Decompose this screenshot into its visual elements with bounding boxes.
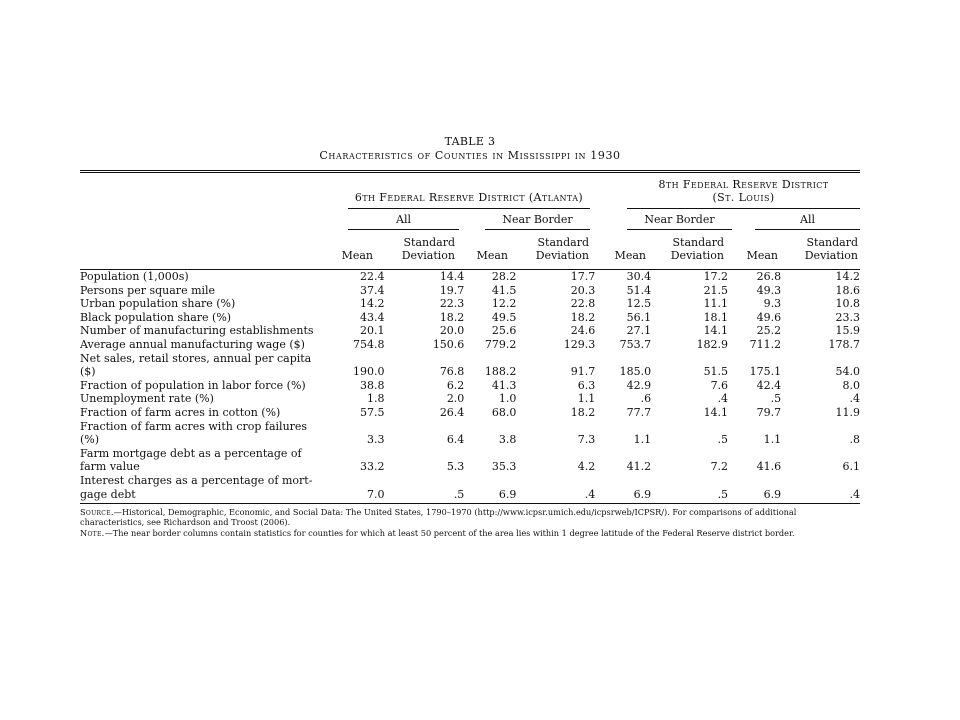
group-rule-atlanta (348, 208, 590, 209)
cell-value (516, 352, 595, 366)
cell-value: 1.1 (633, 433, 652, 447)
cell-value: 6.1 (842, 460, 860, 474)
cell-value (781, 447, 860, 461)
source-label: Source. (80, 507, 114, 518)
cell-value: 6.2 (446, 378, 465, 392)
cell-value: 711.2 (749, 337, 782, 351)
row-label: Black population share (%) (80, 310, 232, 324)
cell-value: 22.8 (570, 297, 596, 311)
row-label: Persons per square mile (80, 283, 216, 297)
cell-value: 25.2 (756, 324, 782, 338)
cell-value: 28.2 (491, 270, 517, 283)
cell-value: 1.8 (367, 392, 385, 406)
cell-value: 7.6 (710, 378, 729, 392)
subgroup-all-st-louis: All (800, 213, 815, 226)
cell-value: 43.4 (360, 310, 385, 324)
cell-value: .4 (717, 392, 729, 406)
cell-value: .4 (849, 487, 860, 501)
cell-value: 35.3 (491, 460, 517, 474)
cell-value (332, 352, 384, 366)
row-label: gage debt (80, 487, 136, 501)
cell-value: 129.3 (563, 337, 596, 351)
cell-value: 6.4 (446, 433, 465, 447)
col-mean-1: Mean (341, 249, 373, 262)
cell-value (595, 447, 651, 461)
cell-value (651, 447, 728, 461)
cell-value: .4 (584, 487, 596, 501)
cell-value (464, 447, 516, 461)
subgroup-rule-3 (627, 229, 732, 230)
row-label: Urban population share (%) (80, 297, 236, 311)
table-row (80, 379, 860, 393)
cell-value: 150.6 (432, 337, 465, 351)
cell-value: 41.3 (491, 378, 517, 392)
cell-value: 51.5 (703, 365, 729, 379)
cell-value: 754.8 (353, 337, 385, 351)
cell-value: 188.2 (484, 365, 517, 379)
table-row (80, 270, 860, 284)
table-title: Characteristics of Counties in Mississippi in 1930 (319, 149, 621, 162)
cell-value (516, 447, 595, 461)
cell-value: .5 (717, 433, 729, 447)
cell-value: .4 (849, 392, 860, 406)
table-row (80, 488, 860, 502)
cell-value: 20.0 (439, 324, 465, 338)
table-row (80, 433, 860, 447)
cell-value: 7.0 (367, 487, 385, 501)
cell-value (728, 447, 781, 461)
table-row (80, 352, 860, 366)
cell-value: 49.5 (491, 310, 517, 324)
cell-value (516, 420, 595, 434)
cell-value: 24.6 (570, 324, 596, 338)
cell-value: 1.1 (763, 433, 782, 447)
table-label: TABLE 3 (444, 135, 496, 148)
row-label: Fraction of population in labor force (%) (80, 378, 306, 392)
row-label: Population (1,000s) (80, 270, 189, 283)
table-container (80, 135, 860, 538)
col-mean-4: Mean (746, 249, 778, 262)
row-label: farm value (80, 460, 140, 474)
cell-value: 18.6 (835, 283, 860, 297)
cell-value: 41.5 (491, 283, 517, 297)
cell-value: 1.0 (498, 392, 517, 406)
group-rule-st-louis (627, 208, 860, 209)
table-row (80, 420, 860, 434)
col-sd-3b: Deviation (670, 249, 724, 262)
cell-value: 753.7 (619, 337, 652, 351)
cell-value: .6 (640, 392, 652, 406)
cell-value: 6.9 (498, 487, 517, 501)
table-row (80, 324, 860, 338)
table-row (80, 311, 860, 325)
cell-value: .5 (770, 392, 782, 406)
cell-value: 20.3 (570, 283, 596, 297)
cell-value (728, 420, 781, 434)
cell-value: 17.2 (703, 270, 729, 283)
cell-value: 49.6 (756, 310, 782, 324)
cell-value: 30.4 (626, 270, 652, 283)
cell-value: 190.0 (353, 365, 385, 379)
row-label: Farm mortgage debt as a percentage of (80, 446, 302, 460)
cell-value (781, 474, 860, 488)
cell-value (332, 420, 384, 434)
col-sd-2a: Standard (537, 236, 589, 249)
cell-value: 38.8 (360, 378, 385, 392)
cell-value: .8 (849, 433, 860, 447)
cell-value: 14.2 (360, 297, 385, 311)
cell-value (385, 420, 465, 434)
subgroup-rule-1 (348, 229, 459, 230)
cell-value: 51.4 (626, 283, 652, 297)
cell-value: 18.2 (570, 310, 596, 324)
cell-value (781, 352, 860, 366)
cell-value: 41.6 (756, 460, 782, 474)
table-row (80, 406, 860, 420)
cell-value: 3.3 (367, 433, 385, 447)
table-row (80, 474, 860, 488)
cell-value (728, 474, 781, 488)
cell-value (464, 352, 516, 366)
cell-value: 9.3 (763, 297, 782, 311)
table-row (80, 392, 860, 406)
cell-value: 79.7 (756, 405, 782, 419)
cell-value: 33.2 (360, 460, 385, 474)
cell-value: 14.2 (835, 270, 860, 283)
cell-value: 26.8 (756, 270, 782, 283)
table-row (80, 284, 860, 298)
cell-value: 91.7 (570, 365, 596, 379)
cell-value: 57.5 (360, 405, 385, 419)
cell-value: 14.1 (703, 324, 729, 338)
cell-value: 17.7 (570, 270, 596, 283)
cell-value: 3.8 (498, 433, 517, 447)
group-header-st-louis-line2: (St. Louis) (712, 191, 775, 204)
group-header-st-louis: 8th Federal Reserve District (658, 178, 829, 191)
row-label: Interest charges as a percentage of mort- (80, 473, 313, 487)
cell-value (651, 420, 728, 434)
data-table-body (80, 270, 860, 501)
subgroup-near-border-st-louis: Near Border (644, 213, 715, 226)
cell-value: .5 (717, 487, 729, 501)
row-label: Net sales, retail stores, annual per capita (80, 351, 312, 365)
cell-value: 11.9 (835, 405, 860, 419)
cell-value: 76.8 (439, 365, 465, 379)
row-label: ($) (80, 365, 96, 379)
cell-value (595, 352, 651, 366)
table-row (80, 365, 860, 379)
cell-value (781, 420, 860, 434)
note (80, 528, 860, 538)
row-label: Average annual manufacturing wage ($) (80, 337, 305, 351)
cell-value: 20.1 (360, 324, 385, 338)
cell-value: 25.6 (491, 324, 517, 338)
cell-value: 41.2 (626, 460, 652, 474)
cell-value (651, 352, 728, 366)
cell-value: 19.7 (439, 283, 465, 297)
cell-value (464, 474, 516, 488)
cell-value: 5.3 (446, 460, 465, 474)
cell-value: 26.4 (439, 405, 465, 419)
cell-value: .5 (453, 487, 465, 501)
cell-value: 10.8 (835, 297, 860, 311)
col-mean-3: Mean (614, 249, 646, 262)
cell-value: 2.0 (446, 392, 465, 406)
cell-value: 14.4 (439, 270, 465, 283)
cell-value (595, 474, 651, 488)
cell-value (385, 352, 465, 366)
cell-value: 18.2 (439, 310, 465, 324)
row-label: Fraction of farm acres with crop failures (80, 419, 308, 433)
cell-value: 42.4 (756, 378, 782, 392)
cell-value (651, 474, 728, 488)
row-label: Number of manufacturing establishments (80, 324, 314, 338)
cell-value: 1.1 (577, 392, 596, 406)
cell-value: 37.4 (360, 283, 385, 297)
source-note (80, 507, 860, 527)
table-row (80, 297, 860, 311)
table-row (80, 338, 860, 352)
cell-value: 77.7 (626, 405, 652, 419)
subgroup-near-border-atlanta: Near Border (502, 213, 573, 226)
cell-value: 7.3 (577, 433, 596, 447)
cell-value: 15.9 (835, 324, 860, 338)
subgroup-rule-4 (755, 229, 860, 230)
row-label: (%) (80, 433, 100, 447)
col-sd-2b: Deviation (535, 249, 589, 262)
bottom-rule (80, 503, 860, 504)
row-label: Unemployment rate (%) (80, 392, 214, 406)
note-text: —The near border columns contain statistics for counties for which at least 50 percent of the area lies within 1 degree latitude of the Federal Reserve district border. (104, 527, 795, 538)
cell-value: 4.2 (577, 460, 596, 474)
col-mean-2: Mean (476, 249, 508, 262)
cell-value: 8.0 (842, 378, 860, 392)
cell-value: 12.5 (626, 297, 652, 311)
cell-value: 23.3 (835, 310, 860, 324)
col-sd-3a: Standard (672, 236, 724, 249)
cell-value: 6.9 (763, 487, 782, 501)
cell-value: 12.2 (491, 297, 517, 311)
cell-value: 18.1 (703, 310, 729, 324)
cell-value: 182.9 (696, 337, 729, 351)
cell-value: 185.0 (619, 365, 652, 379)
col-sd-4a: Standard (806, 236, 858, 249)
subgroup-rule-2 (485, 229, 590, 230)
table-row (80, 460, 860, 474)
subgroup-all-atlanta: All (396, 213, 411, 226)
table-row (80, 447, 860, 461)
cell-value (516, 474, 595, 488)
note-label: Note. (80, 527, 105, 538)
cell-value: 178.7 (828, 337, 860, 351)
cell-value: 6.9 (633, 487, 652, 501)
cell-value: 49.3 (756, 283, 782, 297)
cell-value (728, 352, 781, 366)
table-header (80, 173, 860, 269)
source-text: —Historical, Demographic, Economic, and Social Data: The United States, 1790–1970 (http://www.icpsr.umich.edu/icpsrweb/ICPSR/). For comparisons of additional characteristics, see Richardson and Troost (2006). (80, 507, 797, 528)
table-notes (80, 507, 860, 538)
cell-value (385, 447, 465, 461)
col-sd-4b: Deviation (804, 249, 858, 262)
cell-value (332, 474, 384, 488)
cell-value: 27.1 (626, 324, 652, 338)
cell-value: 779.2 (484, 337, 517, 351)
cell-value (332, 447, 384, 461)
cell-value: 68.0 (491, 405, 517, 419)
cell-value (464, 420, 516, 434)
data-table (80, 270, 860, 501)
col-sd-1a: Standard (403, 236, 455, 249)
cell-value: 6.3 (577, 378, 596, 392)
cell-value: 22.4 (360, 270, 385, 283)
cell-value: 11.1 (703, 297, 729, 311)
cell-value: 175.1 (749, 365, 782, 379)
cell-value (385, 474, 465, 488)
cell-value: 18.2 (570, 405, 596, 419)
cell-value: 21.5 (703, 283, 729, 297)
cell-value: 14.1 (703, 405, 729, 419)
cell-value: 56.1 (626, 310, 652, 324)
group-header-atlanta: 6th Federal Reserve District (Atlanta) (354, 191, 584, 204)
cell-value: 7.2 (710, 460, 729, 474)
cell-value: 42.9 (626, 378, 652, 392)
row-label: Fraction of farm acres in cotton (%) (80, 405, 281, 419)
col-sd-1b: Deviation (401, 249, 455, 262)
cell-value: 22.3 (439, 297, 465, 311)
cell-value: 54.0 (835, 365, 860, 379)
cell-value (595, 420, 651, 434)
